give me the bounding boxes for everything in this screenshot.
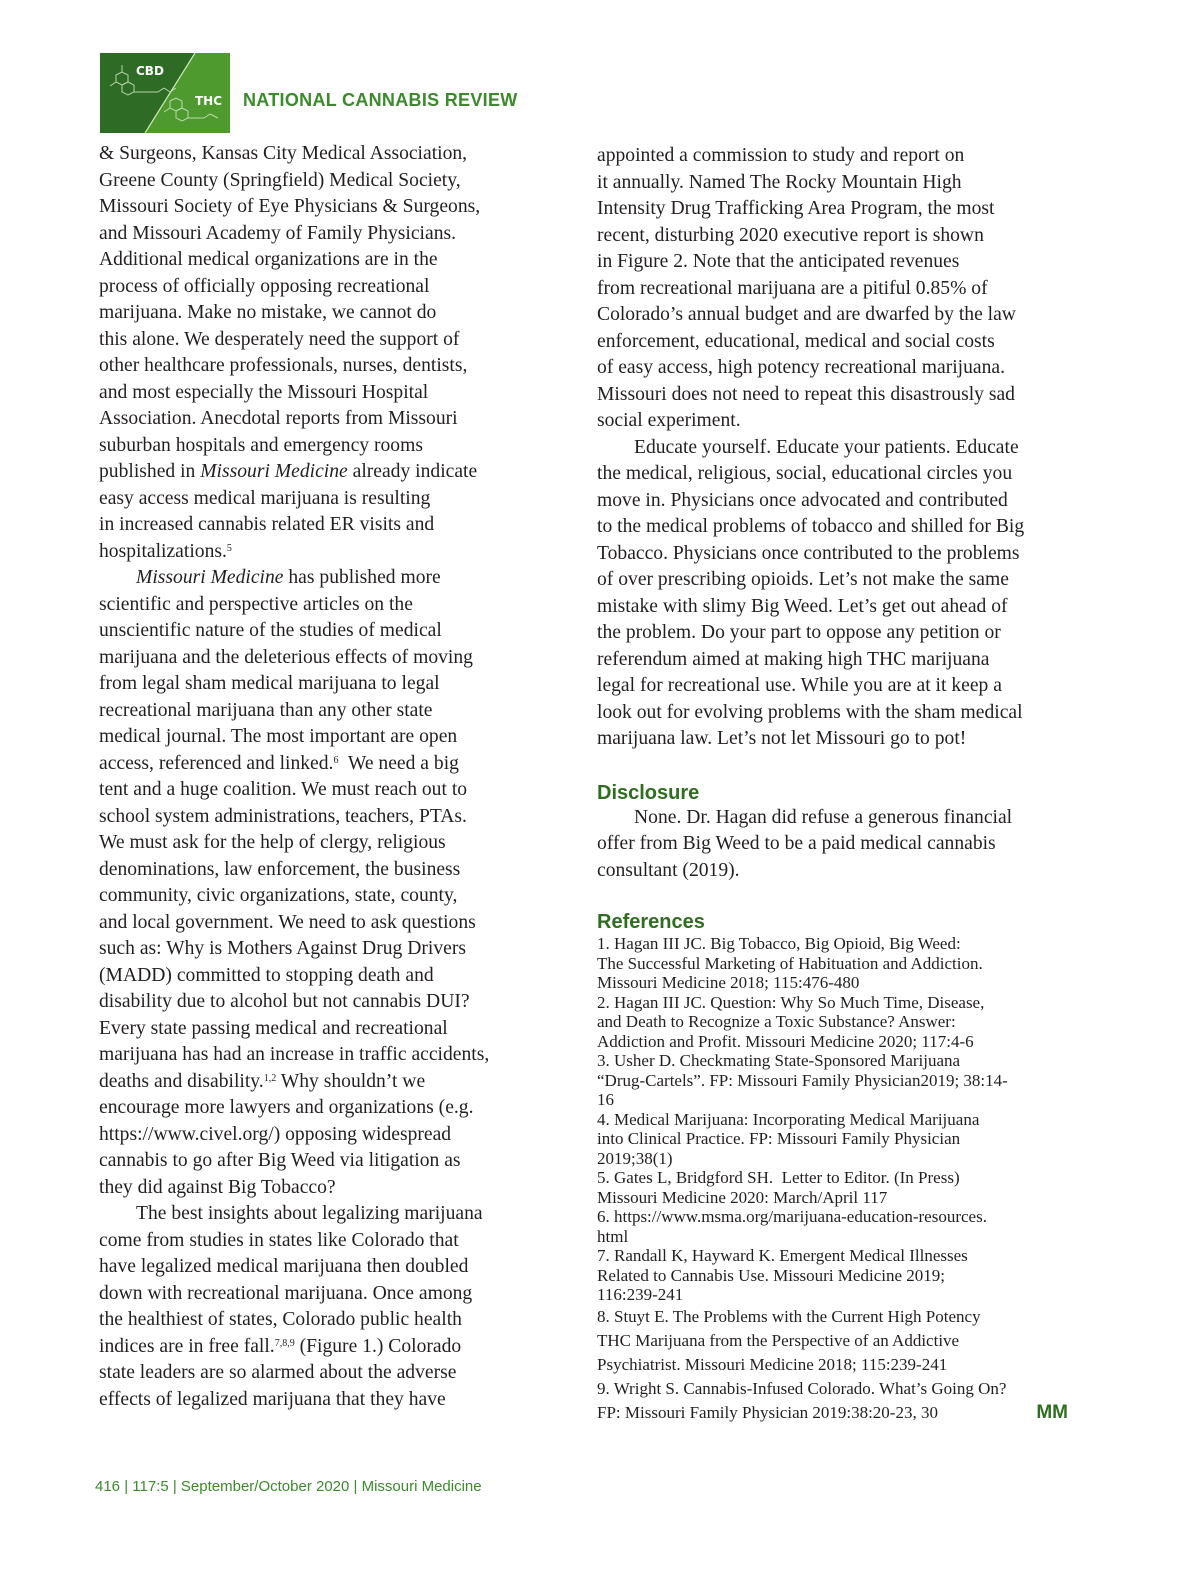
- text-line: (MADD) committed to stopping death and: [99, 964, 434, 986]
- text-line: Additional medical organizations are in the: [99, 249, 438, 270]
- text-line: Missouri Society of Eye Physicians & Surgeons,: [99, 196, 481, 217]
- text-line: enforcement, educational, medical and social costs: [597, 330, 995, 352]
- text-line: deaths and disability.$^{1,2}$ Why shouldn’t we: [99, 1070, 426, 1092]
- text-line: look out for evolving problems with the sham medical: [597, 701, 1023, 723]
- text-line: school system administrations, teachers, PTAs.: [99, 805, 467, 827]
- text-line: The best insights about legalizing marijuana: [136, 1203, 483, 1224]
- text-line: Missouri Medicine has published more: [136, 567, 441, 588]
- reference-item: 1. Hagan III JC. Big Tobacco, Big Opioid, Big Weed: The Successful Marketing of Habituation and Addiction. Missouri Medicine 2018; 115:476-480: [597, 934, 983, 992]
- publication-header-title: NATIONAL CANNABIS REVIEW: [243, 90, 518, 110]
- text-line: marijuana. Make no mistake, we cannot do: [99, 302, 437, 323]
- logo-thc-label: THC: [195, 94, 223, 108]
- journal-title-italic: Missouri Medicine: [200, 461, 348, 482]
- text-line: indices are in free fall.$^{7,8,9}$ (Figure 1.) Colorado: [99, 1335, 462, 1357]
- text-line: this alone. We desperately need the support of: [99, 328, 460, 350]
- text-line: in Figure 2. Note that the anticipated revenues: [597, 251, 960, 272]
- text-line: easy access medical marijuana is resulting: [99, 487, 431, 509]
- text-line: to the medical problems of tobacco and shilled for Big: [597, 516, 1025, 537]
- reference-item: 3. Usher D. Checkmating State-Sponsored Marijuana “Drug-Cartels”. FP: Missouri Family Physician2019; 38:14- 16: [597, 1051, 1008, 1109]
- left-paragraph-2: [99, 565, 539, 1201]
- national-cannabis-review-logo: [100, 53, 230, 133]
- text-line: the problem. Do your part to oppose any petition or: [597, 622, 1001, 643]
- text-line: legal for recreational use. While you are at it keep a: [597, 675, 1002, 696]
- text-line: other healthcare professionals, nurses, dentists,: [99, 355, 468, 376]
- journal-title-italic: Missouri Medicine: [136, 567, 284, 588]
- text-line: it annually. Named The Rocky Mountain High: [597, 171, 962, 193]
- text-line: Missouri does not need to repeat this disastrously sad: [597, 383, 1015, 405]
- text-line: state leaders are so alarmed about the adverse: [99, 1362, 457, 1383]
- text-line: of over prescribing opioids. Let’s not make the same: [597, 569, 1009, 590]
- text-line: referendum aimed at making high THC marijuana: [597, 648, 990, 670]
- text-line: the healthiest of states, Colorado public health: [99, 1309, 462, 1330]
- text-line: have legalized medical marijuana then doubled: [99, 1256, 469, 1277]
- text-line: Tobacco. Physicians once contributed to the problems: [597, 542, 1020, 564]
- text-line: of easy access, high potency recreational marijuana.: [597, 357, 1006, 378]
- text-line: encourage more lawyers and organizations (e.g.: [99, 1097, 474, 1118]
- references-heading: References: [597, 911, 705, 933]
- text-line: suburban hospitals and emergency rooms: [99, 434, 423, 456]
- right-text-column: [597, 143, 1072, 1425]
- text-line: access, referenced and linked.$^6$ We need a big: [99, 752, 459, 774]
- text-line: come from studies in states like Colorado that: [99, 1229, 459, 1251]
- text-line: recreational marijuana than any other state: [99, 699, 433, 721]
- text-line: disability due to alcohol but not cannabis DUI?: [99, 991, 470, 1012]
- text-line: and most especially the Missouri Hospital: [99, 381, 429, 403]
- left-paragraph-1: [99, 141, 539, 565]
- citation-superscript: 7,8,9: [274, 1337, 295, 1349]
- right-paragraph-1: [597, 143, 1072, 435]
- text-line: offer from Big Weed to be a paid medical cannabis: [597, 833, 996, 854]
- text-line: & Surgeons, Kansas City Medical Association,: [99, 143, 468, 164]
- text-line: tent and a huge coalition. We must reach out to: [99, 779, 468, 800]
- text-line: effects of legalized marijuana that they have: [99, 1388, 446, 1410]
- left-text-column: [99, 141, 539, 1413]
- left-paragraph-3: [99, 1201, 539, 1413]
- text-line: and Missouri Academy of Family Physicians.: [99, 222, 457, 244]
- text-line: and local government. We need to ask questions: [99, 911, 476, 933]
- text-line: from legal sham medical marijuana to legal: [99, 673, 440, 694]
- disclosure-heading: Disclosure: [597, 781, 700, 804]
- text-line: We must ask for the help of clergy, religious: [99, 832, 446, 853]
- reference-item: 9. Wright S. Cannabis-Infused Colorado. What’s Going On? FP: Missouri Family Physician 2019:38:20-23, 30 MM: [597, 1378, 1068, 1423]
- text-line: appointed a commission to study and report on: [597, 145, 965, 166]
- text-line: scientific and perspective articles on the: [99, 593, 413, 615]
- logo-cbd-label: CBD: [136, 64, 164, 78]
- text-line: in increased cannabis related ER visits and: [99, 514, 435, 535]
- text-line: Intensity Drug Trafficking Area Program, the most: [597, 198, 995, 219]
- text-line: marijuana and the deleterious effects of moving: [99, 646, 473, 668]
- text-line: the medical, religious, social, educational circles you: [597, 463, 1013, 484]
- text-line: community, civic organizations, state, county,: [99, 885, 458, 906]
- text-line: marijuana law. Let’s not let Missouri go to pot!: [597, 728, 967, 749]
- text-line: such as: Why is Mothers Against Drug Drivers: [99, 938, 466, 959]
- text-line: mistake with slimy Big Weed. Let’s get out ahead of: [597, 595, 1008, 617]
- text-line: recent, disturbing 2020 executive report is shown: [597, 224, 984, 246]
- text-line: down with recreational marijuana. Once among: [99, 1282, 473, 1304]
- reference-item: 6. https://www.msma.org/marijuana-education-resources. html: [597, 1207, 987, 1246]
- reference-item: 7. Randall K, Hayward K. Emergent Medical Illnesses Related to Cannabis Use. Missouri Medicine 2019; 116:239-241: [597, 1246, 968, 1304]
- text-line: Colorado’s annual budget and are dwarfed by the law: [597, 304, 1016, 325]
- text-line: marijuana has had an increase in traffic accidents,: [99, 1044, 490, 1065]
- text-line: medical journal. The most important are open: [99, 726, 458, 747]
- text-line: process of officially opposing recreational: [99, 275, 430, 297]
- text-line: consultant (2019).: [597, 859, 740, 881]
- text-line: unscientific nature of the studies of medical: [99, 620, 442, 641]
- text-line: denominations, law enforcement, the business: [99, 858, 461, 880]
- citation-superscript: 6: [333, 754, 339, 766]
- reference-item: 2. Hagan III JC. Question: Why So Much Time, Disease, and Death to Recognize a Toxic Substance? Answer: Addiction and Profit. Missouri Medicine 2020; 117:4-6: [597, 992, 985, 1051]
- text-line: cannabis to go after Big Weed via litigation as: [99, 1150, 461, 1171]
- text-line: hospitalizations.$^5$: [99, 540, 232, 562]
- text-line: move in. Physicians once advocated and contributed: [597, 489, 1008, 511]
- text-line: Greene County (Springfield) Medical Society,: [99, 169, 461, 191]
- citation-superscript: 1,2: [263, 1072, 277, 1084]
- text-line: they did against Big Tobacco?: [99, 1176, 336, 1198]
- text-line: published in Missouri Medicine already indicate: [99, 461, 478, 482]
- text-line: Association. Anecdotal reports from Missouri: [99, 408, 458, 429]
- reference-item: 8. Stuyt E. The Problems with the Current High Potency THC Marijuana from the Perspective of an Addictive Psychiatrist. Missouri Medicine 2018; 115:239-241: [597, 1306, 981, 1374]
- text-line: social experiment.: [597, 410, 741, 431]
- page-footer: 416 | 117:5 | September/October 2020 | Missouri Medicine: [95, 1478, 482, 1495]
- text-line: Educate yourself. Educate your patients. Educate: [634, 436, 1019, 458]
- text-line: None. Dr. Hagan did refuse a generous financial: [634, 806, 1013, 828]
- cannabis-molecule-logo-icon: [100, 53, 230, 133]
- citation-superscript: 5: [226, 542, 232, 554]
- disclosure-paragraph: [597, 805, 1072, 885]
- right-paragraph-2: [597, 435, 1072, 753]
- text-line: Every state passing medical and recreational: [99, 1017, 448, 1039]
- reference-item: 5. Gates L, Bridgford SH. Letter to Editor. (In Press) Missouri Medicine 2020: March/April 117: [597, 1168, 960, 1207]
- references-list: [597, 934, 1072, 1425]
- reference-item: 4. Medical Marijuana: Incorporating Medical Marijuana into Clinical Practice. FP: Missouri Family Physician 2019;38(1): [597, 1109, 980, 1168]
- text-line: from recreational marijuana are a pitiful 0.85% of: [597, 277, 988, 299]
- text-line: https://www.civel.org/) opposing widespread: [99, 1123, 452, 1145]
- end-of-article-mark: MM: [1036, 1401, 1068, 1423]
